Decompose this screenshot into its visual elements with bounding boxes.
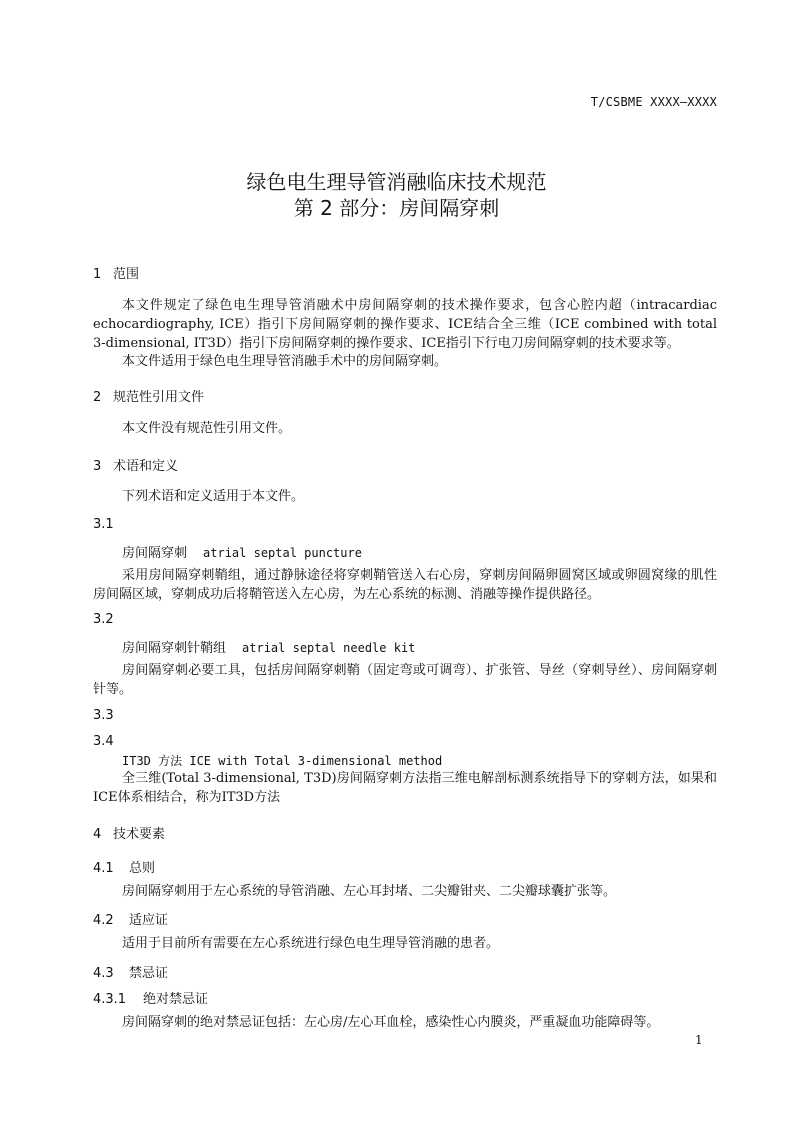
term-3-4-definition: 全三维(Total 3-dimensional, T3D)房间隔穿刺方法指三维电解剖标测系统指导下的穿刺方法，如果和ICE体系相结合，称为IT3D方法	[93, 771, 717, 805]
document-subtitle: 第 2 部分：房间隔穿刺	[293, 196, 500, 220]
section-number: 1	[93, 267, 102, 282]
section-title: 规范性引用文件	[113, 390, 205, 405]
term-3-1-label	[122, 542, 362, 561]
section-title: 禁忌证	[129, 966, 169, 981]
term-3-2-label	[122, 637, 415, 656]
section-1-heading	[93, 263, 139, 282]
section-4-2-heading	[93, 909, 168, 928]
standard-number: T/CSBME XXXX—XXXX	[590, 95, 717, 109]
term-zh: 房间隔穿刺针鞘组	[122, 641, 227, 656]
page-number: 1	[695, 1033, 703, 1047]
document-title: 绿色电生理导管消融临床技术规范	[246, 170, 547, 194]
section-title: 适应证	[129, 913, 169, 928]
term-3-1-number: 3.1	[93, 517, 114, 532]
section-number: 3	[93, 459, 102, 474]
section-number: 4.2	[93, 913, 114, 928]
term-3-2-number: 3.2	[93, 612, 114, 627]
term-3-4-number: 3.4	[93, 734, 114, 749]
section-3-heading	[93, 455, 178, 474]
section-number: 4.3	[93, 966, 114, 981]
section-3-paragraph-1: 下列术语和定义适用于本文件。	[122, 489, 305, 504]
section-title: 术语和定义	[113, 459, 179, 474]
section-title: 范围	[113, 267, 140, 282]
section-4-3-1-heading	[93, 988, 208, 1007]
section-4-heading	[93, 823, 165, 842]
section-4-1-heading	[93, 857, 155, 876]
section-title: 绝对禁忌证	[143, 992, 209, 1007]
section-number: 4.1	[93, 861, 114, 876]
term-3-1-definition: 采用房间隔穿刺鞘组，通过静脉途径将穿刺鞘管送入右心房，穿刺房间隔卵圆窝区域或卵圆窝缘的肌性房间隔区域，穿刺成功后将鞘管送入左心房，为左心系统的标测、消融等操作提供路径。	[93, 568, 717, 602]
section-1-paragraph-1: 本文件规定了绿色电生理导管消融术中房间隔穿刺的技术操作要求，包含心腔内超（intracardiac echocardiography, ICE）指引下房间隔穿刺的操作要求、ICE结合全三维（ICE combined with total 3-dimensional, IT3D）指引下房间隔穿刺的操作要求、ICE指引下行电刀房间隔穿刺的技术要求等。	[93, 298, 717, 351]
section-4-1-paragraph: 房间隔穿刺用于左心系统的导管消融、左心耳封堵、二尖瓣钳夹、二尖瓣球囊扩张等。	[122, 884, 617, 899]
term-en: atrial septal puncture	[203, 546, 362, 560]
term-3-4-label: IT3D 方法 ICE with Total 3-dimensional method	[122, 754, 443, 768]
section-4-2-paragraph: 适用于目前所有需要在左心系统进行绿色电生理导管消融的患者。	[122, 936, 500, 951]
section-2-paragraph-1: 本文件没有规范性引用文件。	[122, 421, 292, 436]
section-2-heading	[93, 386, 204, 405]
section-title: 技术要素	[113, 827, 166, 842]
term-zh: 房间隔穿刺	[122, 546, 188, 561]
term-3-3-number: 3.3	[93, 708, 114, 723]
section-number: 4.3.1	[93, 992, 127, 1007]
section-number: 2	[93, 390, 102, 405]
section-title: 总则	[129, 861, 156, 876]
section-4-3-1-paragraph: 房间隔穿刺的绝对禁忌证包括：左心房/左心耳血栓，感染性心内膜炎，严重凝血功能障碍等。	[122, 1015, 660, 1030]
section-number: 4	[93, 827, 102, 842]
term-3-2-definition: 房间隔穿刺必要工具，包括房间隔穿刺鞘（固定弯或可调弯）、扩张管、导丝（穿刺导丝）、房间隔穿刺针等。	[93, 663, 717, 697]
section-1-paragraph-2: 本文件适用于绿色电生理导管消融手术中的房间隔穿刺。	[122, 354, 448, 369]
term-en: atrial septal needle kit	[242, 641, 416, 655]
section-4-3-heading	[93, 962, 168, 981]
